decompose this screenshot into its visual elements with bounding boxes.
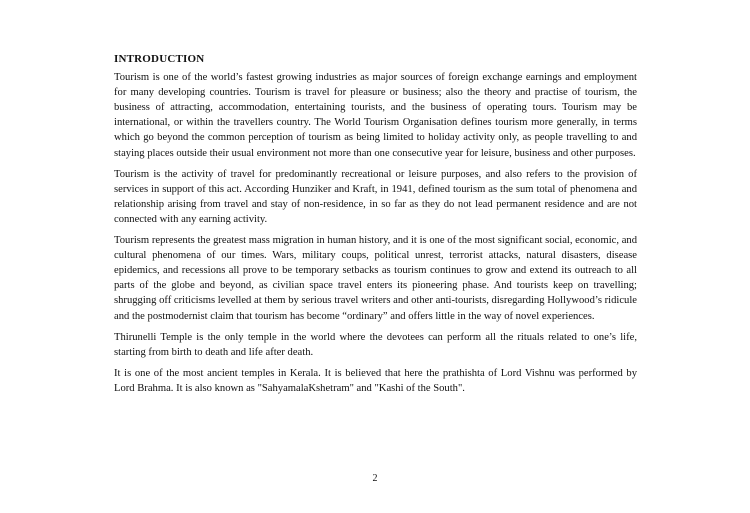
paragraph-3: Tourism represents the greatest mass migration in human history, and it is one of the most significant social, economic, and cultural phenomena of our times. Wars, military coups, political unrest, terrorist attacks, natural disasters, disease epidemics, and recessions all prove to be temporary setbacks as tourism continues to grow and extend its outreach to all parts of the globe and beyond, as civilian space travel enters its pioneering phase. And tourists keep on travelling; shrugging off criticisms levelled at them by serious travel writers and other anti-tourists, disregarding Hollywood’s ridicule and the postmodernist claim that tourism has become “ordinary” and offers little in the way of novel experiences. <box>114 235 637 322</box>
section-heading: INTRODUCTION <box>114 53 205 65</box>
paragraph-4: Thirunelli Temple is the only temple in the world where the devotees can perform all the rituals related to one’s life, starting from birth to death and life after death. <box>114 331 637 358</box>
paragraph-2: Tourism is the activity of travel for predominantly recreational or leisure purposes, and also refers to the provision of services in support of this act. According Hunziker and Kraft, in 1941, defined tourism as the sum total of phenomena and relationship arising from travel and stay of non-residence, in so far as they do not lead permanent residence and are not connected with any earning activity. <box>114 168 637 225</box>
page-content <box>114 52 637 402</box>
paragraph-5: It is one of the most ancient temples in Kerala. It is believed that here the prathishta of Lord Vishnu was performed by Lord Brahma. It is also known as "SahyamalaKshetram" and "Kashi of the South". <box>114 367 637 394</box>
page-number: 2 <box>372 473 378 484</box>
paragraph-1: Tourism is one of the world’s fastest growing industries as major sources of foreign exchange earnings and employment for many developing countries. Tourism is travel for pleasure or business; also the theory and practise of tourism, the business of attracting, accommodation, entertaining tourists, and the business of operating tours. Tourism may be international, or within the travellers country. The World Tourism Organisation defines tourism more generally, in terms which go beyond the common perception of tourism as being limited to holiday activity only, as people travelling to and staying places outside their usual environment not more than one consecutive year for leisure, business and other purposes. <box>114 72 637 159</box>
